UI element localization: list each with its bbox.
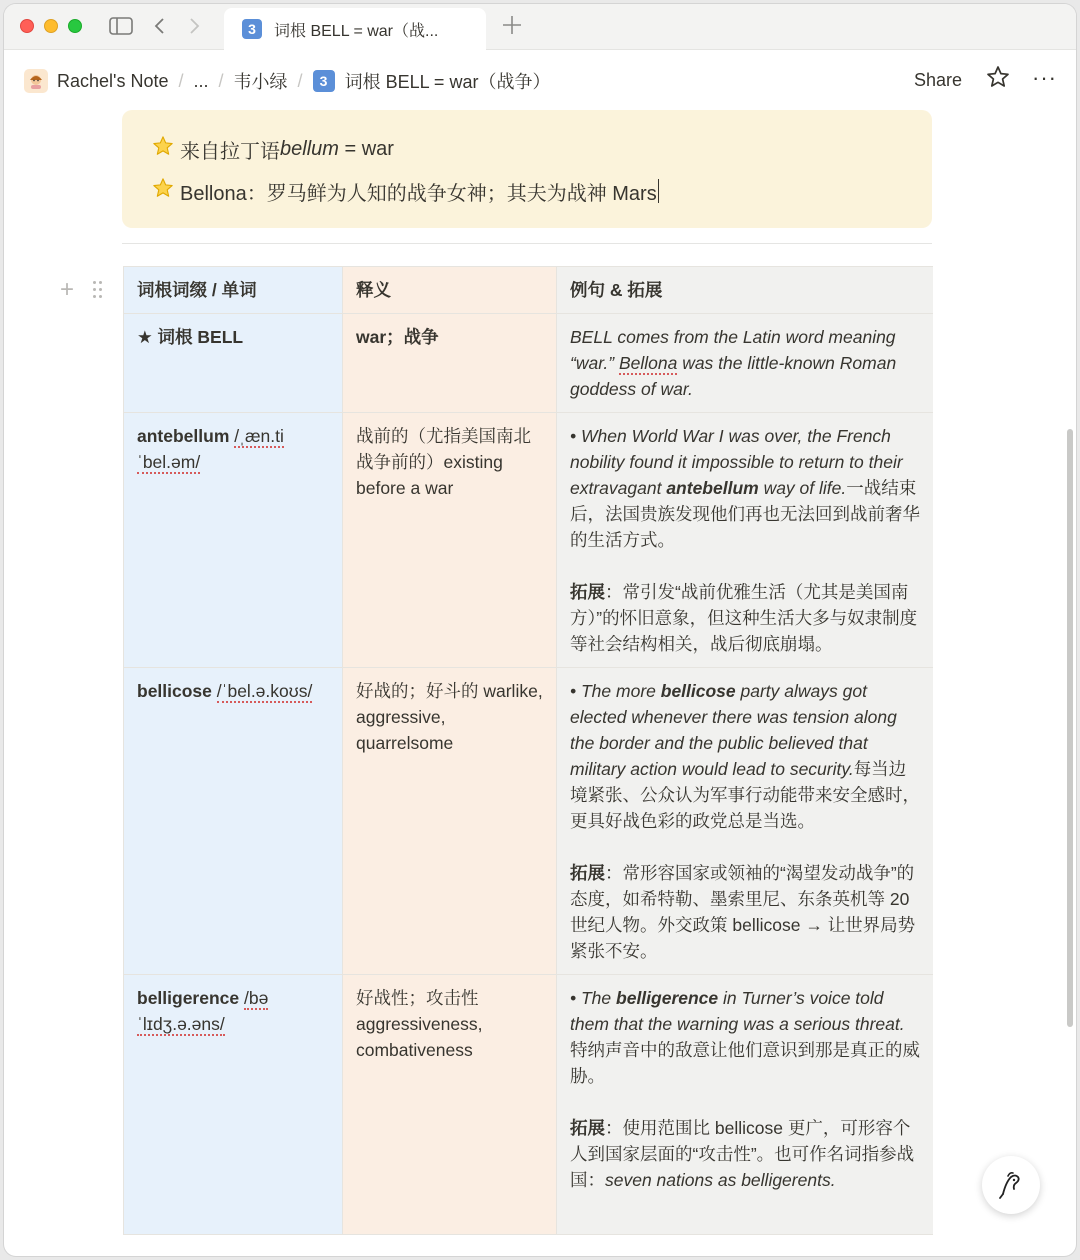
breadcrumb-separator: /: [178, 70, 184, 91]
example-keyword: bellicose: [660, 681, 736, 701]
divider: [122, 243, 932, 244]
breadcrumb-page[interactable]: 词根 BELL = war（战争）: [344, 72, 551, 92]
drag-handle-icon[interactable]: [92, 280, 104, 300]
breadcrumb-separator: /: [297, 70, 303, 91]
star-emoji-icon: [152, 177, 174, 205]
more-options-icon[interactable]: ···: [1032, 65, 1057, 90]
example-sentence: [570, 985, 920, 1089]
close-window-button[interactable]: [20, 19, 34, 33]
scrollbar[interactable]: [1067, 429, 1073, 1027]
example-cell[interactable]: [557, 413, 934, 668]
extension-note: [570, 860, 920, 964]
text-cursor: [658, 179, 659, 203]
callout-line: [152, 134, 902, 164]
meaning-text: 好战性；攻击性 aggressiveness, combativeness: [356, 988, 483, 1060]
callout-italic: bellum: [280, 137, 339, 160]
ipa-text: /ˌæn.tiˈbel.əm/: [137, 426, 284, 472]
example-text: • When World War I was over, the French nobility found it impossible to return to their extravagant: [570, 426, 903, 498]
word-text: ★ 词根 BELL: [137, 327, 244, 347]
back-arrow-icon[interactable]: [148, 14, 170, 38]
word-text: belligerence: [137, 988, 240, 1008]
tab-current-page[interactable]: [224, 8, 486, 50]
tab-title: 词根 BELL = war（战...: [274, 22, 439, 40]
breadcrumb: [24, 68, 550, 94]
column-header[interactable]: 例句 & 拓展: [557, 267, 934, 314]
breadcrumb-separator: /: [218, 70, 224, 91]
table-row: [124, 668, 934, 975]
add-block-plus-icon[interactable]: +: [60, 276, 75, 303]
meaning-cell[interactable]: [343, 668, 557, 975]
table-row: [124, 413, 934, 668]
new-tab-plus-icon[interactable]: [500, 13, 524, 37]
breadcrumb-parent[interactable]: 韦小绿: [233, 72, 288, 92]
keycap-3-icon: 3: [313, 70, 335, 92]
vocabulary-table: [123, 266, 933, 1256]
ipa-text: /bəˈlɪdʒ.ə.əns/: [137, 988, 269, 1034]
page-header: [4, 50, 1076, 112]
example-text: BELL comes from the Latin word meaning “war.”: [570, 327, 896, 373]
example-text: • The more: [570, 681, 661, 701]
keycap-3-icon: 3: [242, 19, 262, 39]
word-cell[interactable]: [124, 668, 343, 975]
star-emoji-icon: [152, 135, 174, 163]
column-header[interactable]: 释义: [343, 267, 557, 314]
meaning-cell[interactable]: [343, 413, 557, 668]
example-cell[interactable]: [557, 668, 934, 975]
app-window: [4, 4, 1076, 1256]
zoom-window-button[interactable]: [68, 19, 82, 33]
breadcrumb-ellipsis[interactable]: ...: [193, 70, 209, 91]
column-header[interactable]: 词根词缀 / 单词: [124, 267, 343, 314]
example-translation: 每当边境紧张、公众认为军事行动能带来安全感时，更具好战色彩的政党总是当选。: [570, 759, 920, 831]
forward-arrow-icon[interactable]: [184, 14, 206, 38]
example-text: party always got elected whenever there was tension along the border and the public believed that military action would lead to security.: [570, 681, 897, 779]
callout-text: 来自拉丁语: [180, 140, 280, 163]
example-text: in Turner’s voice told them that the warning was a serious threat.: [570, 988, 905, 1034]
meaning-cell[interactable]: [343, 975, 557, 1235]
word-text: bellicose: [137, 681, 212, 701]
table-row: [124, 314, 934, 413]
extension-italic: seven nations as belligerents.: [605, 1170, 836, 1190]
extension-text: ：使用范围比 bellicose 更广，可形容个人到国家层面的“攻击性”。也可作名词指参战国：: [570, 1118, 915, 1190]
word-cell[interactable]: [124, 314, 343, 413]
ipa-text: /ˈbel.ə.koʊs/: [216, 681, 313, 701]
word-cell[interactable]: [124, 975, 343, 1235]
extension-label: 拓展: [570, 582, 605, 602]
callout-text: = war: [338, 137, 394, 160]
word-text: antebellum: [137, 426, 230, 446]
callout-text: Bellona：罗马鲜为人知的战争女神；其夫为战神 Mars: [180, 182, 657, 205]
meaning-cell[interactable]: [343, 314, 557, 413]
extension-label: 拓展: [570, 863, 605, 883]
assistant-face-icon: [994, 1168, 1028, 1202]
example-text: was the little-known Roman goddess of war.: [570, 353, 897, 399]
example-translation: 一战结束后，法国贵族发现他们再也无法回到战前奢华的生活方式。: [570, 478, 920, 550]
extension-label: 拓展: [570, 1118, 605, 1138]
example-keyword: antebellum: [666, 478, 759, 498]
extension-text: ：常形容国家或领袖的“渴望发动战争”的态度，如希特勒、墨索里尼、东条英机等 20 世纪人物。外交政策 bellicose → 让世界局势紧张不安。: [570, 863, 916, 961]
meaning-text: 好战的；好斗的 warlike, aggressive, quarrelsome: [356, 681, 543, 753]
example-cell[interactable]: [557, 975, 934, 1235]
word-cell[interactable]: [124, 413, 343, 668]
share-button[interactable]: Share: [914, 70, 963, 90]
example-keyword: belligerence: [616, 988, 719, 1008]
example-sentence: [570, 678, 920, 834]
favorite-star-icon[interactable]: [986, 65, 1010, 96]
help-assistant-button[interactable]: [982, 1156, 1040, 1214]
example-sentence: [570, 423, 920, 553]
example-link: Bellona: [618, 353, 678, 373]
extension-note: [570, 1115, 920, 1193]
table-row: [124, 975, 934, 1235]
extension-note: [570, 579, 920, 657]
callout-block[interactable]: [122, 110, 932, 228]
example-text: • The: [570, 988, 617, 1008]
table-header-row: [124, 267, 934, 314]
breadcrumb-workspace[interactable]: Rachel's Note: [57, 70, 169, 91]
extension-text: ：常引发“战前优雅生活（尤其是美国南方）”的怀旧意象，但这种生活大多与奴隶制度等社会结构相关，战后彻底崩塌。: [570, 582, 918, 654]
workspace-avatar-icon: [24, 69, 48, 93]
callout-line: [152, 176, 902, 206]
example-text: way of life.: [758, 478, 847, 498]
sidebar-toggle-icon[interactable]: [108, 14, 134, 38]
minimize-window-button[interactable]: [44, 19, 58, 33]
example-cell[interactable]: [557, 314, 934, 413]
title-bar: [4, 4, 1076, 50]
meaning-text: 战前的（尤指美国南北战争前的）existing before a war: [356, 426, 531, 498]
example-translation: 特纳声音中的敌意让他们意识到那是真正的威胁。: [570, 1040, 920, 1086]
meaning-text: war；战争: [356, 327, 439, 347]
